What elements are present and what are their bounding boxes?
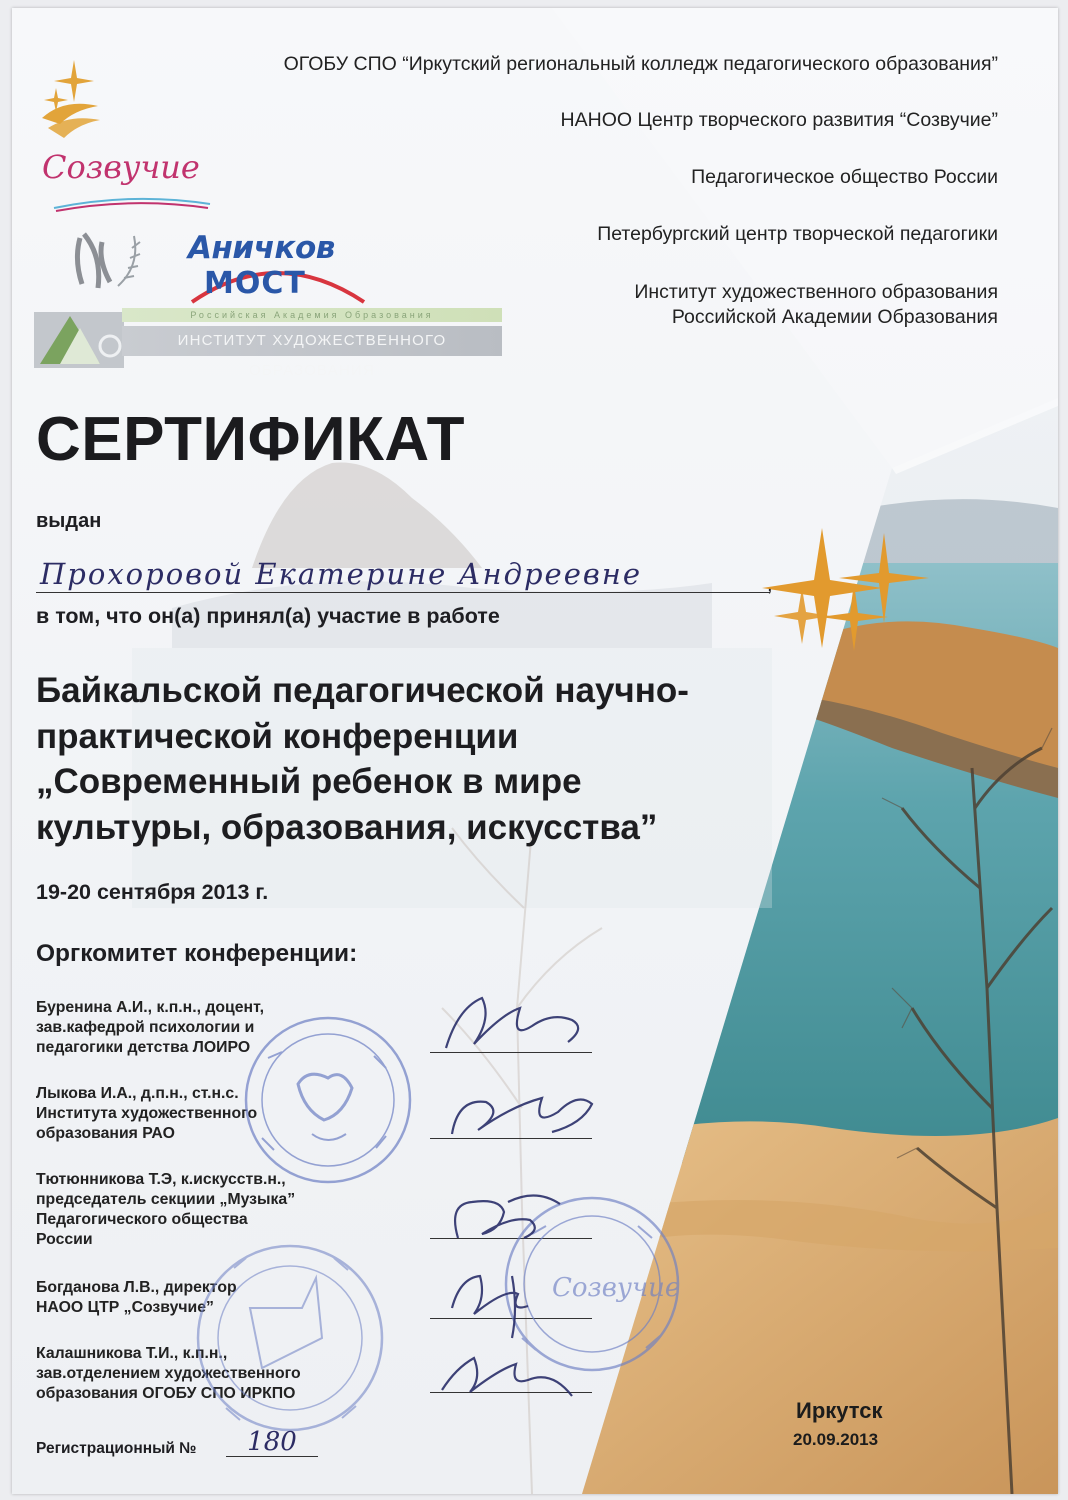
member-line: НАОО ЦТР „Созвучие” (36, 1299, 214, 1316)
organization-line: Петербургский центр творческой педагогики (597, 223, 998, 245)
issue-date: 20.09.2013 (793, 1430, 879, 1449)
issued-label: выдан (36, 510, 102, 532)
organization-line: ОГОБУ СПО “Иркутский региональный колледж педагогического образования” (283, 53, 998, 75)
committee-member (36, 1170, 295, 1250)
signature-line (430, 1138, 592, 1139)
organization-line: НАНОО Центр творческого развития “Созвучие” (560, 109, 998, 131)
signature-line (430, 1052, 592, 1053)
signature-line (430, 1318, 592, 1319)
registration-label: Регистрационный № (36, 1440, 197, 1457)
pedagogical-society-monogram-icon (58, 226, 148, 296)
conference-name (36, 668, 836, 850)
participation-text: в том, что он(а) принял(а) участие в работе (36, 604, 500, 628)
organization-line: Российской Академии Образования (671, 306, 998, 328)
member-line: образования ОГОБУ СПО ИРКПО (36, 1385, 296, 1402)
member-line: зав.отделением художественного (36, 1365, 301, 1382)
conference-name-line: Байкальской педагогической научно- (36, 671, 689, 710)
conference-name-line: практической конференции (36, 716, 519, 756)
committee-member (36, 1278, 237, 1318)
recipient-name: Прохоровой Екатерине Андреевне (36, 556, 770, 593)
certificate-title: СЕРТИФИКАТ (36, 405, 465, 474)
member-line: председатель секциии „Музыка” (36, 1191, 296, 1208)
organization-line: Педагогическое общество России (691, 166, 998, 188)
anichkov-logo-text: Аничков (188, 230, 335, 266)
svg-text:Созвучие: Созвучие (552, 1273, 681, 1303)
sozvuchie-emblem-icon (34, 58, 106, 148)
rainbow-swoosh-icon (52, 194, 212, 214)
sozvuchie-logo-text: Созвучие (42, 148, 200, 186)
member-line: Буренина А.И., к.п.н., доцент, (36, 999, 265, 1016)
signature-line (430, 1392, 592, 1393)
member-line: образования РАО (36, 1125, 175, 1142)
institute-subtitle-strip: Российская Академия Образования (122, 308, 502, 322)
committee-member (36, 998, 264, 1058)
member-line: Лыкова И.А., д.п.н., ст.н.с. (36, 1085, 239, 1102)
organization-line: Институт художественного образования (634, 281, 998, 303)
member-line: Богданова Л.В., директор (36, 1279, 237, 1296)
member-line: России (36, 1231, 93, 1248)
member-line: Педагогического общества (36, 1211, 248, 1228)
institute-name-banner: ИНСТИТУТ ХУДОЖЕСТВЕННОГО ОБРАЗОВАНИЯ (122, 326, 502, 356)
institute-logo-icon (34, 308, 126, 370)
conference-name-line: культуры, образования, искусства” (36, 807, 658, 847)
signature-line (430, 1238, 592, 1239)
member-line: Института художественного (36, 1105, 258, 1122)
most-logo-text: МОСТ (204, 266, 306, 301)
certificate-sheet (12, 8, 1058, 1494)
member-line: педагогики детства ЛОИРО (36, 1039, 251, 1056)
committee-member (36, 1344, 301, 1404)
conference-dates: 19-20 сентября 2013 г. (36, 880, 269, 904)
registration-number: 180 (226, 1428, 318, 1457)
conference-name-line: „Современный ребенок в мире (36, 762, 582, 801)
member-line: Тютюнникова Т.Э, к.искусств.н., (36, 1171, 286, 1188)
committee-member (36, 1084, 257, 1144)
recipient-comma: , (767, 574, 773, 596)
committee-heading: Оргкомитет конференции: (36, 940, 358, 967)
issue-city: Иркутск (796, 1398, 883, 1423)
member-line: зав.кафедрой психологии и (36, 1019, 255, 1036)
member-line: Калашникова Т.И., к.п.н., (36, 1345, 228, 1362)
